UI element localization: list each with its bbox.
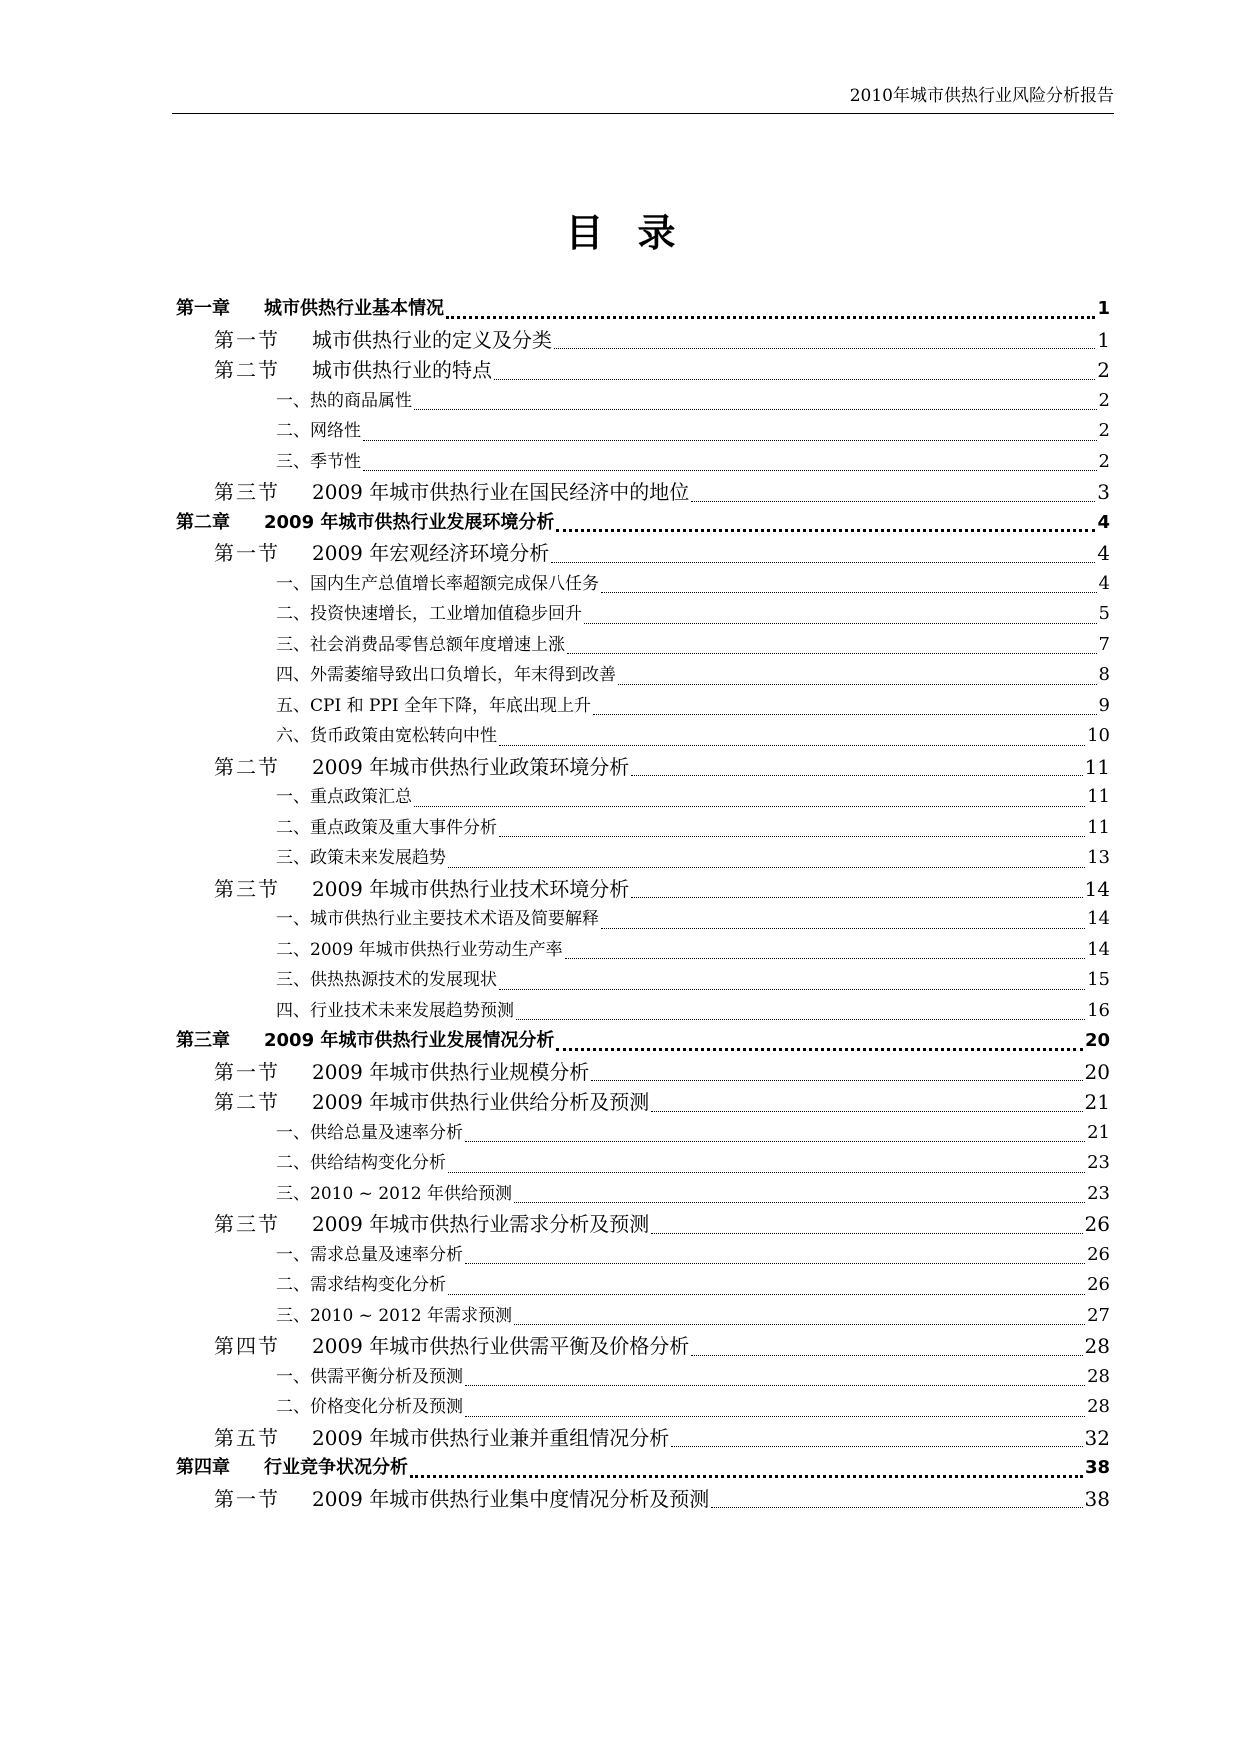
toc-entry-label bbox=[276, 813, 497, 844]
dot-leader bbox=[514, 1202, 1085, 1203]
dot-leader bbox=[565, 958, 1085, 959]
toc-entry-page-number: 14 bbox=[1087, 908, 1110, 929]
toc-entry-title: 三、2010 ~ 2012 年供给预测 bbox=[276, 1183, 512, 1204]
dot-leader bbox=[711, 1507, 1082, 1508]
toc-entry-title: 一、重点政策汇总 bbox=[276, 787, 412, 807]
toc-entry-label bbox=[214, 355, 492, 386]
toc-entry-subsection[interactable] bbox=[176, 813, 1110, 844]
toc-entry-section[interactable] bbox=[176, 355, 1110, 386]
toc-entry-page-number: 14 bbox=[1087, 938, 1110, 960]
toc-entry-subsection[interactable] bbox=[176, 447, 1110, 478]
dot-leader bbox=[551, 562, 1095, 563]
toc-entry-title: 四、外需萎缩导致出口负增长，年末得到改善 bbox=[276, 665, 616, 685]
toc-entry-page-number: 27 bbox=[1087, 1304, 1110, 1326]
toc-entry-label bbox=[214, 1331, 689, 1362]
toc-entry-page-number: 16 bbox=[1087, 999, 1110, 1021]
toc-entry-title: 三、2010 ~ 2012 年需求预测 bbox=[276, 1305, 512, 1326]
toc-entry-page-number: 3 bbox=[1097, 480, 1110, 504]
dot-leader bbox=[556, 1048, 1083, 1051]
toc-entry-chapter[interactable] bbox=[176, 1026, 1110, 1057]
dot-leader bbox=[448, 867, 1085, 868]
toc-entry-subsection[interactable] bbox=[176, 630, 1110, 661]
toc-entry-label bbox=[276, 935, 563, 966]
dot-leader bbox=[631, 897, 1082, 898]
toc-entry-page-number: 20 bbox=[1084, 1030, 1110, 1051]
dot-leader bbox=[584, 623, 1097, 624]
toc-entry-section[interactable] bbox=[176, 1057, 1110, 1088]
toc-entry-title: 二、价格变化分析及预测 bbox=[276, 1397, 463, 1417]
dot-leader bbox=[363, 440, 1097, 441]
toc-entry-page-number: 38 bbox=[1084, 1457, 1110, 1478]
toc-entry-label bbox=[276, 1240, 463, 1271]
toc-entry-subsection[interactable] bbox=[176, 1362, 1110, 1393]
toc-entry-subsection[interactable] bbox=[176, 691, 1110, 722]
toc-entry-label bbox=[214, 477, 689, 508]
toc-entry-subsection[interactable] bbox=[176, 1392, 1110, 1423]
dot-leader bbox=[631, 775, 1082, 776]
toc-entry-title: 二、需求结构变化分析 bbox=[276, 1275, 446, 1295]
toc-entry-number: 第四章 bbox=[176, 1457, 230, 1478]
dot-leader bbox=[691, 501, 1095, 502]
toc-entry-label bbox=[214, 874, 629, 905]
toc-entry-title: 二、重点政策及重大事件分析 bbox=[276, 817, 497, 838]
toc-entry-title: 城市供热行业的特点 bbox=[312, 358, 492, 382]
toc-entry-page-number: 14 bbox=[1084, 876, 1110, 901]
toc-entry-title: 一、城市供热行业主要技术术语及简要解释 bbox=[276, 909, 599, 929]
dot-leader bbox=[499, 989, 1085, 990]
toc-entry-subsection[interactable] bbox=[176, 843, 1110, 874]
dot-leader bbox=[593, 714, 1097, 715]
dot-leader bbox=[514, 1324, 1085, 1325]
toc-entry-page-number: 4 bbox=[1097, 541, 1110, 565]
toc-entry-number: 第二节 bbox=[214, 754, 280, 779]
toc-entry-title: 三、社会消费品零售总额年度增速上涨 bbox=[276, 634, 565, 655]
toc-entry-label bbox=[214, 325, 552, 356]
toc-entry-label bbox=[276, 996, 514, 1027]
toc-entry-page-number: 7 bbox=[1098, 633, 1110, 655]
toc-entry-page-number: 32 bbox=[1084, 1425, 1110, 1450]
toc-entry-subsection[interactable] bbox=[176, 935, 1110, 966]
toc-entry-label bbox=[276, 1118, 463, 1149]
toc-entry-label bbox=[176, 294, 444, 325]
toc-entry-page-number: 21 bbox=[1084, 1090, 1110, 1114]
dot-leader bbox=[465, 1263, 1085, 1264]
dot-leader bbox=[448, 1172, 1085, 1173]
toc-entry-label bbox=[176, 508, 554, 539]
toc-entry-title: 行业竞争状况分析 bbox=[264, 1457, 408, 1478]
toc-entry-title: 2009 年城市供热行业在国民经济中的地位 bbox=[312, 480, 690, 504]
toc-entry-number: 第二章 bbox=[176, 511, 230, 533]
toc-entry-title: 2009 年城市供热行业发展情况分析 bbox=[264, 1030, 555, 1051]
toc-entry-label bbox=[276, 630, 565, 661]
toc-entry-subsection[interactable] bbox=[176, 386, 1110, 417]
toc-entry-page-number: 11 bbox=[1084, 754, 1110, 779]
dot-leader bbox=[465, 1385, 1085, 1386]
table-of-contents bbox=[176, 294, 1110, 1514]
toc-entry-subsection[interactable] bbox=[176, 1270, 1110, 1301]
toc-entry-title: 2009 年城市供热行业供给分析及预测 bbox=[312, 1090, 650, 1114]
dot-leader bbox=[671, 1446, 1082, 1447]
toc-entry-page-number: 1 bbox=[1097, 327, 1110, 352]
toc-entry-title: 一、需求总量及速率分析 bbox=[276, 1244, 463, 1265]
toc-entry-title: 2009 年宏观经济环境分析 bbox=[312, 541, 550, 565]
toc-entry-page-number: 4 bbox=[1097, 511, 1110, 533]
toc-entry-title: 六、货币政策由宽松转向中性 bbox=[276, 726, 497, 746]
toc-entry-page-number: 11 bbox=[1087, 786, 1110, 807]
toc-entry-title: 三、供热热源技术的发展现状 bbox=[276, 970, 497, 990]
dot-leader bbox=[691, 1355, 1082, 1356]
toc-entry-section[interactable] bbox=[176, 325, 1110, 356]
dot-leader bbox=[516, 1019, 1085, 1020]
dot-leader bbox=[494, 379, 1095, 380]
toc-entry-section[interactable] bbox=[176, 538, 1110, 569]
toc-entry-page-number: 26 bbox=[1087, 1243, 1110, 1265]
toc-entry-title: 2009 年城市供热行业规模分析 bbox=[312, 1059, 590, 1084]
toc-entry-section[interactable] bbox=[176, 874, 1110, 905]
dot-leader bbox=[465, 1416, 1085, 1417]
toc-entry-subsection[interactable] bbox=[176, 1118, 1110, 1149]
toc-entry-title: 四、行业技术未来发展趋势预测 bbox=[276, 1000, 514, 1021]
toc-entry-chapter[interactable] bbox=[176, 1453, 1110, 1484]
toc-entry-label bbox=[276, 386, 412, 417]
toc-entry-page-number: 23 bbox=[1087, 1152, 1110, 1173]
toc-entry-subsection[interactable] bbox=[176, 1179, 1110, 1210]
toc-entry-subsection[interactable] bbox=[176, 660, 1110, 691]
toc-entry-section[interactable] bbox=[176, 1331, 1110, 1362]
toc-entry-page-number: 26 bbox=[1084, 1212, 1110, 1236]
toc-entry-title: 三、季节性 bbox=[276, 451, 361, 472]
dot-leader bbox=[499, 745, 1085, 746]
toc-entry-number: 第三节 bbox=[214, 480, 280, 504]
toc-entry-title: 2009 年城市供热行业技术环境分析 bbox=[312, 876, 630, 901]
toc-entry-page-number: 21 bbox=[1087, 1121, 1110, 1143]
toc-entry-label bbox=[276, 782, 412, 813]
toc-entry-number: 第四节 bbox=[214, 1334, 280, 1358]
toc-entry-label bbox=[214, 1484, 709, 1515]
toc-entry-label bbox=[276, 416, 361, 447]
toc-entry-label bbox=[276, 691, 591, 722]
dot-leader bbox=[448, 1294, 1085, 1295]
toc-entry-label bbox=[214, 752, 629, 783]
toc-entry-page-number: 28 bbox=[1087, 1396, 1110, 1417]
toc-entry-chapter[interactable] bbox=[176, 294, 1110, 325]
toc-entry-label bbox=[276, 599, 582, 630]
toc-entry-label bbox=[276, 721, 497, 752]
header-rule bbox=[172, 113, 1114, 114]
toc-entry-label bbox=[276, 1179, 512, 1210]
toc-entry-subsection[interactable] bbox=[176, 1301, 1110, 1332]
toc-entry-page-number: 11 bbox=[1087, 816, 1110, 838]
dot-leader bbox=[591, 1080, 1082, 1081]
toc-entry-subsection[interactable] bbox=[176, 416, 1110, 447]
toc-entry-subsection[interactable] bbox=[176, 996, 1110, 1027]
toc-entry-number: 第一节 bbox=[214, 327, 280, 352]
toc-entry-title: 2009 年城市供热行业供需平衡及价格分析 bbox=[312, 1334, 690, 1358]
toc-entry-section[interactable] bbox=[176, 1423, 1110, 1454]
toc-entry-page-number: 2 bbox=[1098, 420, 1110, 441]
toc-entry-title: 一、热的商品属性 bbox=[276, 390, 412, 411]
toc-entry-label bbox=[276, 904, 599, 935]
toc-entry-label bbox=[276, 447, 361, 478]
toc-entry-title: 五、CPI 和 PPI 全年下降，年底出现上升 bbox=[276, 695, 591, 716]
toc-entry-title: 一、供给总量及速率分析 bbox=[276, 1122, 463, 1143]
toc-entry-number: 第五节 bbox=[214, 1425, 280, 1450]
toc-entry-chapter[interactable] bbox=[176, 508, 1110, 539]
toc-entry-label bbox=[276, 1392, 463, 1423]
toc-entry-label bbox=[276, 1270, 446, 1301]
dot-leader bbox=[618, 684, 1097, 685]
toc-entry-label bbox=[214, 1423, 669, 1454]
toc-entry-number: 第一节 bbox=[214, 541, 280, 565]
toc-entry-title: 二、供给结构变化分析 bbox=[276, 1153, 446, 1173]
running-header: 2010年城市供热行业风险分析报告 bbox=[849, 86, 1114, 106]
toc-entry-subsection[interactable] bbox=[176, 569, 1110, 600]
toc-entry-page-number: 10 bbox=[1087, 725, 1110, 746]
toc-entry-label bbox=[214, 1087, 649, 1118]
toc-entry-page-number: 28 bbox=[1087, 1365, 1110, 1387]
toc-entry-title: 二、投资快速增长，工业增加值稳步回升 bbox=[276, 604, 582, 624]
toc-entry-subsection[interactable] bbox=[176, 599, 1110, 630]
toc-entry-page-number: 2 bbox=[1098, 450, 1110, 472]
toc-entry-subsection[interactable] bbox=[176, 721, 1110, 752]
toc-entry-page-number: 4 bbox=[1098, 572, 1110, 594]
toc-entry-page-number: 8 bbox=[1098, 664, 1110, 685]
toc-entry-section[interactable] bbox=[176, 1087, 1110, 1118]
toc-entry-section[interactable] bbox=[176, 1209, 1110, 1240]
toc-entry-page-number: 26 bbox=[1087, 1274, 1110, 1295]
dot-leader bbox=[499, 836, 1085, 837]
toc-entry-number: 第二节 bbox=[214, 358, 280, 382]
toc-entry-page-number: 9 bbox=[1098, 694, 1110, 716]
toc-entry-title: 三、政策未来发展趋势 bbox=[276, 848, 446, 868]
toc-entry-page-number: 13 bbox=[1087, 847, 1110, 868]
toc-entry-label bbox=[214, 1209, 649, 1240]
toc-entry-page-number: 2 bbox=[1098, 389, 1110, 411]
toc-entry-title: 2009 年城市供热行业兼并重组情况分析 bbox=[312, 1425, 670, 1450]
toc-entry-subsection[interactable] bbox=[176, 1240, 1110, 1271]
dot-leader bbox=[554, 348, 1095, 349]
toc-entry-page-number: 23 bbox=[1087, 1182, 1110, 1204]
toc-entry-title: 2009 年城市供热行业发展环境分析 bbox=[264, 511, 555, 533]
toc-entry-label bbox=[276, 660, 616, 691]
toc-entry-title: 城市供热行业的定义及分类 bbox=[312, 327, 552, 352]
toc-entry-title: 2009 年城市供热行业集中度情况分析及预测 bbox=[312, 1486, 710, 1511]
toc-entry-number: 第二节 bbox=[214, 1090, 280, 1114]
toc-entry-page-number: 15 bbox=[1087, 969, 1110, 990]
toc-entry-page-number: 20 bbox=[1084, 1059, 1110, 1084]
toc-entry-subsection[interactable] bbox=[176, 904, 1110, 935]
toc-entry-label bbox=[176, 1026, 554, 1057]
toc-entry-page-number: 1 bbox=[1097, 298, 1110, 319]
toc-entry-title: 一、供需平衡分析及预测 bbox=[276, 1366, 463, 1387]
dot-leader bbox=[410, 1475, 1083, 1478]
toc-entry-title: 一、国内生产总值增长率超额完成保八任务 bbox=[276, 573, 599, 594]
toc-entry-section[interactable] bbox=[176, 477, 1110, 508]
toc-entry-label bbox=[214, 538, 549, 569]
toc-entry-label bbox=[214, 1057, 589, 1088]
toc-entry-title: 2009 年城市供热行业政策环境分析 bbox=[312, 754, 630, 779]
toc-entry-page-number: 2 bbox=[1097, 358, 1110, 382]
toc-entry-number: 第一章 bbox=[176, 298, 230, 319]
toc-entry-subsection[interactable] bbox=[176, 965, 1110, 996]
toc-entry-number: 第三章 bbox=[176, 1030, 230, 1051]
toc-entry-page-number: 38 bbox=[1084, 1486, 1110, 1511]
dot-leader bbox=[446, 316, 1095, 319]
toc-entry-page-number: 5 bbox=[1098, 603, 1110, 624]
toc-entry-label bbox=[276, 1301, 512, 1332]
dot-leader bbox=[465, 1141, 1085, 1142]
toc-entry-number: 第一节 bbox=[214, 1486, 280, 1511]
dot-leader bbox=[556, 529, 1095, 532]
toc-entry-title: 二、2009 年城市供热行业劳动生产率 bbox=[276, 939, 563, 960]
toc-entry-page-number: 28 bbox=[1084, 1334, 1110, 1358]
toc-entry-section[interactable] bbox=[176, 1484, 1110, 1515]
toc-entry-title: 城市供热行业基本情况 bbox=[264, 298, 444, 319]
toc-entry-section[interactable] bbox=[176, 752, 1110, 783]
toc-entry-title: 二、网络性 bbox=[276, 421, 361, 441]
dot-leader bbox=[601, 928, 1085, 929]
dot-leader bbox=[363, 470, 1097, 471]
dot-leader bbox=[567, 653, 1097, 654]
dot-leader bbox=[414, 409, 1097, 410]
toc-entry-number: 第一节 bbox=[214, 1059, 280, 1084]
toc-entry-label bbox=[276, 1362, 463, 1393]
toc-entry-label bbox=[176, 1453, 408, 1484]
toc-entry-label bbox=[276, 965, 497, 996]
toc-entry-label bbox=[276, 843, 446, 874]
toc-entry-number: 第三节 bbox=[214, 876, 280, 901]
dot-leader bbox=[414, 806, 1085, 807]
toc-entry-subsection[interactable] bbox=[176, 1148, 1110, 1179]
toc-title: 目录 bbox=[565, 210, 710, 255]
toc-entry-label bbox=[276, 569, 599, 600]
toc-entry-label bbox=[276, 1148, 446, 1179]
toc-entry-title: 2009 年城市供热行业需求分析及预测 bbox=[312, 1212, 650, 1236]
toc-entry-number: 第三节 bbox=[214, 1212, 280, 1236]
dot-leader bbox=[651, 1111, 1082, 1112]
toc-entry-subsection[interactable] bbox=[176, 782, 1110, 813]
dot-leader bbox=[601, 592, 1097, 593]
dot-leader bbox=[651, 1233, 1082, 1234]
